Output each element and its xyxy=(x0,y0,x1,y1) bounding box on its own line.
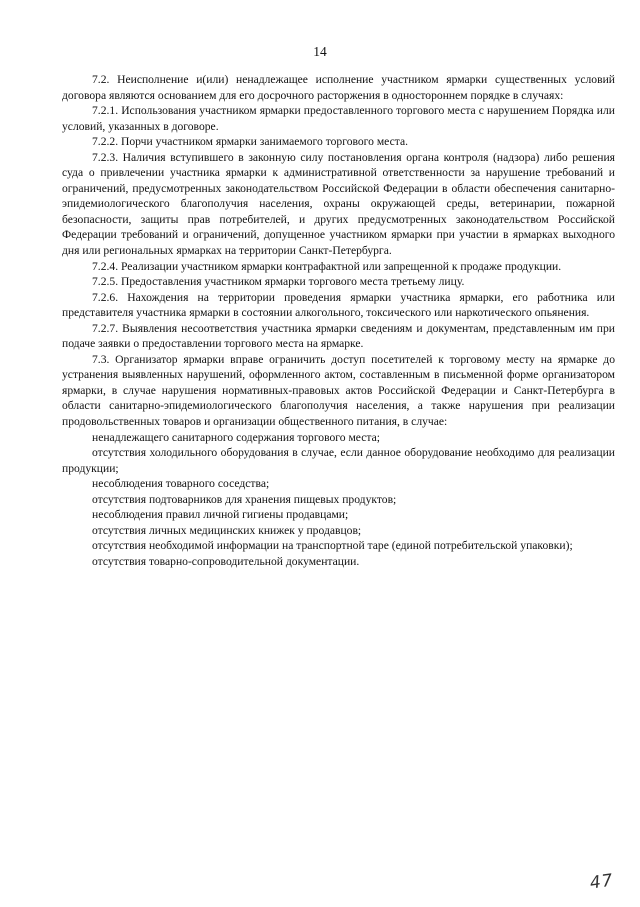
paragraph-7-2-6: 7.2.6. Нахождения на территории проведения ярмарки участника ярмарки, его работника или представителя участника ярмарки в состоянии алкогольного, токсического или наркотического опьянения. xyxy=(62,290,615,320)
list-item: отсутствия подтоварников для хранения пищевых продуктов; xyxy=(92,492,397,506)
list-item: отсутствия холодильного оборудования в случае, если данное оборудование необходимо для реализации продукции; xyxy=(62,446,615,475)
paragraph-7-2-2: 7.2.2. Порчи участником ярмарки занимаемого торгового места. xyxy=(92,135,409,149)
document-body xyxy=(62,72,615,570)
paragraph-7-3: 7.3. Организатор ярмарки вправе ограничить доступ посетителей к торговому месту на ярмарке до устранения выявленных нарушений, оформленного актом, составленным в письменной форме организатором ярмарки, в случае нарушения нормативных-правовых актов Российской Федерации и Санкт-Петербурга в области санитарно-эпидемиологического благополучия населения, а также нарушения при реализации продовольственных товаров и организации общественного питания, в случае: xyxy=(62,352,615,429)
paragraph-7-2-5: 7.2.5. Предоставления участником ярмарки торгового места третьему лицу. xyxy=(92,275,465,289)
list-item: несоблюдения правил личной гигиены продавцами; xyxy=(92,508,349,522)
list-item: отсутствия необходимой информации на транспортной таре (единой потребительской упаковки); xyxy=(92,539,573,553)
paragraph-7-2-7: 7.2.7. Выявления несоответствия участника ярмарки сведениям и документам, представленным им при подаче заявки о предоставлении торгового места на ярмарке. xyxy=(62,321,615,351)
paragraph-7-2-3: 7.2.3. Наличия вступившего в законную силу постановления органа контроля (надзора) либо решения суда о привлечении участника ярмарки к административной ответственности за нарушение требований и ограничений, предусмотренных законодательством Российской Федерации в области обеспечения санитарно-эпидемиологического благополучия населения, охраны окружающей среды, ветеринарии, пожарной безопасности, защиты прав потребителей, и других предусмотренных законодательством Российской Федерации требований и ограничений, допущенное участником ярмарки при участии в ярмарках выходного дня или региональных ярмарках на территории Санкт-Петербурга. xyxy=(62,150,615,258)
paragraph-7-2-1: 7.2.1. Использования участником ярмарки предоставленного торгового места с нарушением Порядка или условий, указанных в договоре. xyxy=(62,104,615,133)
paragraph-7-2: 7.2. Неисполнение и(или) ненадлежащее исполнение участником ярмарки существенных условий договора являются основанием для его досрочного расторжения в одностороннем порядке в случаях: xyxy=(62,73,615,102)
list-item: отсутствия товарно-сопроводительной документации. xyxy=(92,554,360,568)
page-number: 14 xyxy=(313,44,327,59)
paragraph-7-2-4: 7.2.4. Реализации участником ярмарки контрафактной или запрещенной к продаже продукции. xyxy=(92,259,562,273)
list-item: отсутствия личных медицинских книжек у продавцов; xyxy=(92,523,362,537)
handwritten-folio-number: 47 xyxy=(588,870,615,894)
list-item: несоблюдения товарного соседства; xyxy=(92,477,270,491)
list-item: ненадлежащего санитарного содержания торгового места; xyxy=(92,430,380,444)
